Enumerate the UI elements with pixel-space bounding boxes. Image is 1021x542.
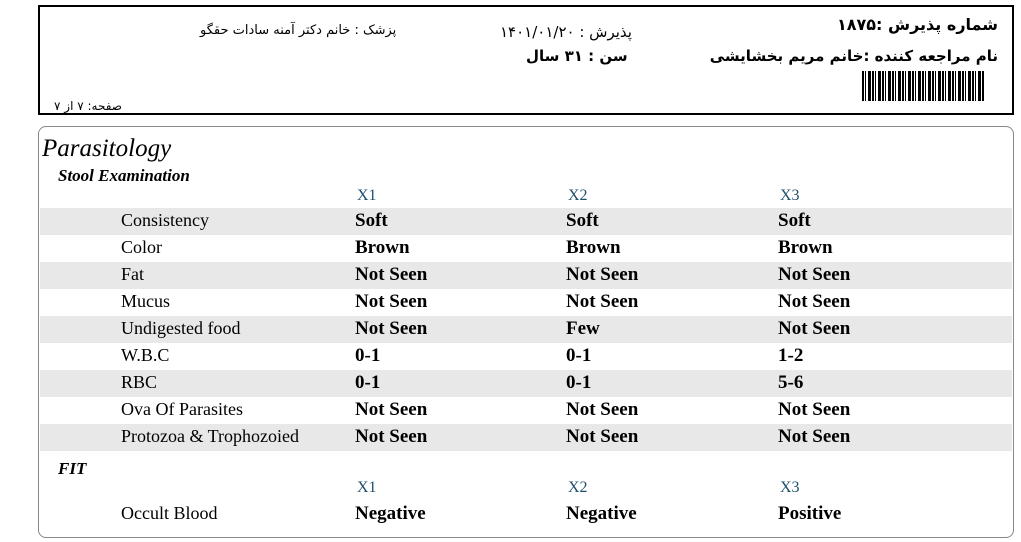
value-x2: Not Seen [566,399,639,420]
reception-date: پذیرش : ۱۴۰۱/۰۱/۲۰ [500,23,632,41]
admission-number: شماره پذیرش :۱۸۷۵ [836,15,998,34]
value-x3: 5-6 [778,372,804,393]
table-row [40,235,1012,262]
value-x2: Negative [566,503,637,524]
doctor-name: پزشک : خانم دکتر آمنه سادات حقگو [200,23,397,38]
table-row [40,370,1012,397]
value-x2: Not Seen [566,426,639,447]
value-x1: Brown [355,237,410,258]
value-x3: Not Seen [778,399,851,420]
value-x1: 0-1 [355,345,381,366]
value-x1: Not Seen [355,291,428,312]
row-label: Ova Of Parasites [121,399,243,419]
page-number: صفحه: ۷ از ۷ [54,99,122,113]
value-x1: Not Seen [355,318,428,339]
value-x3: Positive [778,503,842,524]
value-x3: Brown [778,237,833,258]
value-x3: Not Seen [778,426,851,447]
results-panel [38,126,1014,538]
value-x1: Not Seen [355,399,428,420]
section-title: Parasitology [42,135,172,162]
row-label: Consistency [121,210,209,230]
column-header-x2: X2 [568,187,588,204]
row-label: Fat [121,264,145,284]
row-label: Occult Blood [121,503,218,523]
value-x1: Not Seen [355,426,428,447]
patient-name: نام مراجعه کننده :خانم مریم بخشایشی [709,47,998,65]
table-row [40,289,1012,316]
table-row [40,208,1012,235]
value-x1: Negative [355,503,426,524]
report-header [38,5,1014,115]
value-x1: Not Seen [355,264,428,285]
value-x2: 0-1 [566,372,592,393]
value-x2: Soft [566,210,599,231]
column-header-x1: X1 [357,187,377,204]
value-x1: 0-1 [355,372,381,393]
row-label: Mucus [121,291,170,311]
barcode [862,71,984,101]
table-row [40,316,1012,343]
table-row [40,262,1012,289]
row-label: RBC [121,372,158,392]
section-subtitle: Stool Examination [58,166,190,185]
fit-title: FIT [58,459,87,478]
column-header-x3: X3 [780,187,800,204]
value-x3: Not Seen [778,318,851,339]
fit-column-header-x1: X1 [357,479,377,496]
row-label: W.B.C [121,345,170,365]
row-label: Color [121,237,163,257]
value-x3: Not Seen [778,291,851,312]
row-label: Undigested food [121,318,241,338]
fit-column-header-x3: X3 [780,479,800,496]
value-x3: Soft [778,210,811,231]
table-row [40,343,1012,370]
row-label: Protozoa & Trophozoied [121,426,299,446]
value-x3: Not Seen [778,264,851,285]
value-x2: Not Seen [566,264,639,285]
value-x2: Few [566,318,600,339]
patient-age: سن : ۳۱ سال [526,47,628,65]
value-x2: Not Seen [566,291,639,312]
value-x2: 0-1 [566,345,592,366]
fit-column-header-x2: X2 [568,479,588,496]
table-row [40,501,1012,528]
table-row [40,397,1012,424]
value-x1: Soft [355,210,388,231]
value-x2: Brown [566,237,621,258]
table-row [40,424,1012,451]
value-x3: 1-2 [778,345,804,366]
